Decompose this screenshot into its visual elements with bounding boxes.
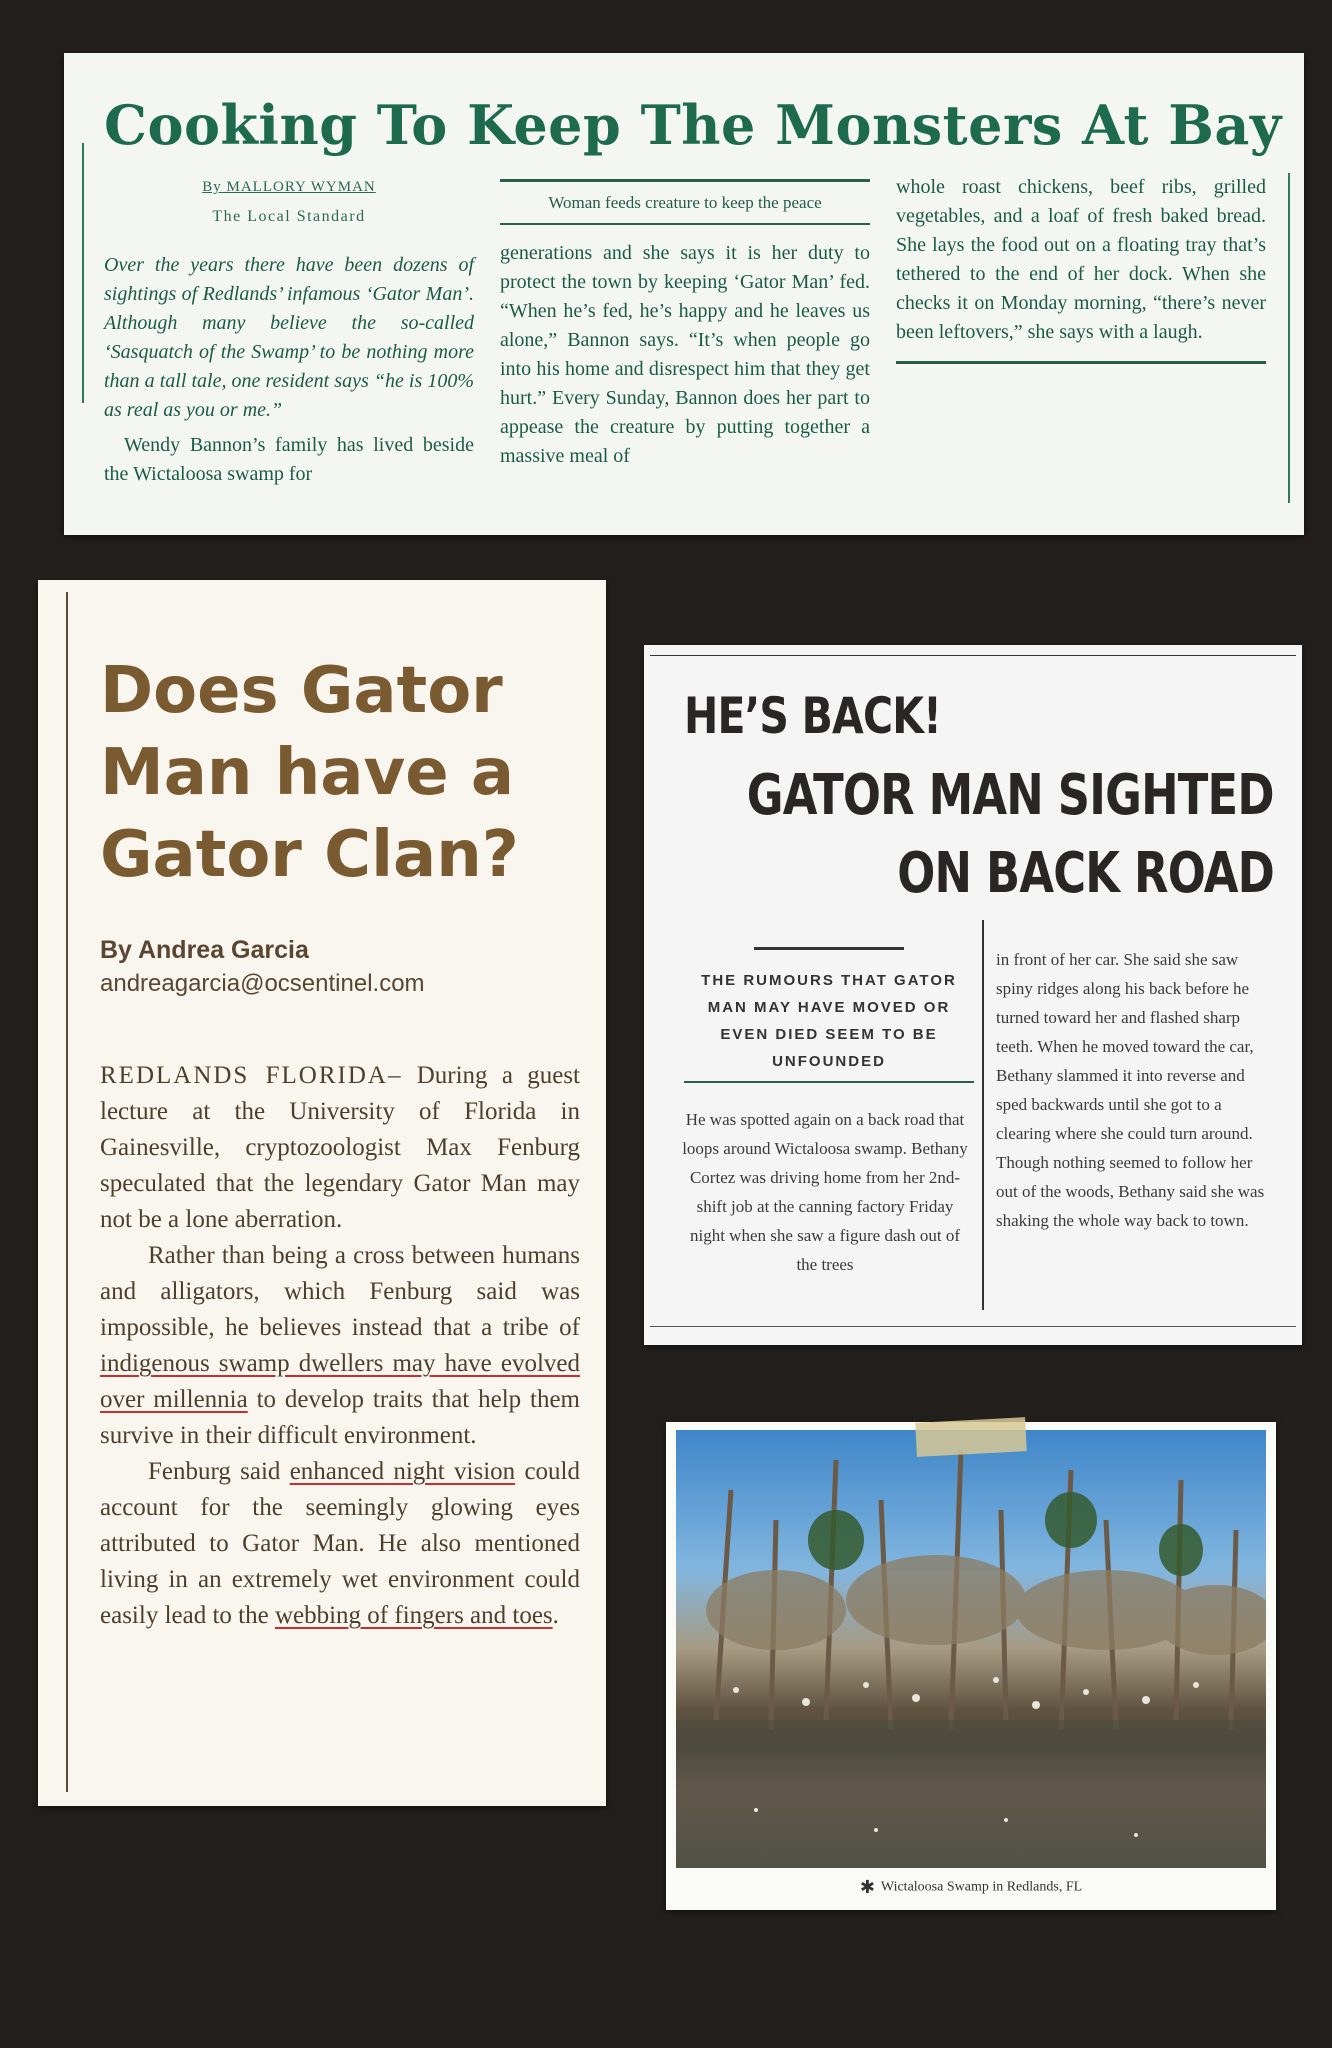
headline: Cooking To Keep The Monsters At Bay [104,93,1282,157]
border-line [650,1326,1296,1327]
swamp-photo [676,1430,1266,1868]
column-rule [982,920,984,1310]
article-column-2 [500,173,870,471]
dateline: REDLANDS FLORIDA– [100,1062,403,1089]
publication-name: The Local Standard [212,208,366,225]
divider [896,361,1266,364]
paragraph [100,1238,580,1454]
caption-text: Wictaloosa Swamp in Redlands, FL [880,1879,1083,1895]
divider [754,947,904,950]
paragraph-text: Rather than being a cross between humans and alligators, which Fenburg said was impossible, he believes instead that a tribe of [100,1242,580,1341]
paragraph-text: could account for the seemingly glowing eyes attributed to Gator Man. He also mentioned living in an extremely wet environment could easily lead to the [100,1458,580,1629]
tape-strip [915,1417,1027,1457]
headline-line-2: GATOR MAN SIGHTED [747,763,1274,828]
underlined-text: enhanced night vision [289,1458,516,1485]
paragraph-text: to develop traits that help them survive in their difficult environment. [100,1386,581,1449]
underlined-text: webbing of fingers and toes [274,1602,553,1629]
underlined-text: indigenous swamp dwellers may have evolved over millennia [100,1350,580,1413]
subheadline: THE RUMOURS THAT GATOR MAN MAY HAVE MOVED OR EVEN DIED SEEM TO BE UNFOUNDED [684,967,974,1083]
paragraph [100,1058,580,1238]
article-column-1: He was spotted again on a back road that loops around Wictaloosa swamp. Bethany Cortez was driving home from her 2nd-shift job at the canning factory Friday night when she saw a figure dash out of the trees [682,1110,968,1274]
paragraph [100,1454,580,1634]
headline-line-1: HE’S BACK! [684,687,942,745]
divider [500,179,870,182]
clipping-swamp-photo [666,1422,1276,1910]
byline: By Andrea Garcia [100,936,309,964]
author-email: andreagarcia@ocsentinel.com [100,970,425,997]
subheadline: Woman feeds creature to keep the peace [500,188,870,225]
paragraph: Wendy Bannon’s family has lived beside the Wictaloosa swamp for [104,434,474,485]
paragraph-text: During a guest lecture at the University of Florida in Gainesville, cryptozoologist Max Fenburg speculated that the legendary Gator Man may not be a lone aberration. [100,1062,580,1233]
margin-rule [66,592,68,1792]
headline: Does Gator Man have a Gator Clan? [100,654,519,892]
swamp-trees-illustration [676,1430,1266,1868]
column-rule [1288,173,1290,503]
paragraph: whole roast chickens, beef ribs, grilled vegetables, and a loaf of fresh baked bread. She lays the food out on a floating tray that’s tethered to the end of her dock. When she checks it on Monday morning, “there’s never been leftovers,” she says with a laugh. [896,176,1266,343]
article-column-2: in front of her car. She said she saw spiny ridges along his back before he turned toward her and flashed sharp teeth. When he moved toward the car, Bethany slammed it into reverse and sped backwards until she got to a clearing where she could turn around. Though nothing seemed to follow her out of the woods, Bethany said she was shaking the whole way back to town. [996,950,1265,1230]
byline: By MALLORY WYMAN [202,179,376,195]
asterisk-star-icon: ✱ [859,1877,875,1897]
paragraph-text: Fenburg said [148,1458,290,1485]
paragraph: generations and she says it is her duty to protect the town by keeping ‘Gator Man’ fed. “When he’s fed, he’s happy and he leaves us alone,” Bannon says. “It’s when people go into his home and disrespect him that they get hurt.” Every Sunday, Bannon does her part to appease the creature by putting together a massive meal of [500,242,870,467]
article-column-3 [896,173,1266,364]
article-column-1 [104,173,474,489]
clipping-monsters-at-bay [64,53,1304,535]
article-body [100,1058,580,1634]
border-line [650,655,1296,656]
headline-line-3: ON BACK ROAD [897,841,1274,906]
clipping-hes-back [644,645,1302,1345]
column-rule [82,143,84,403]
clipping-gator-clan [38,580,606,1806]
photo-caption [666,1877,1276,1898]
paragraph-text: . [552,1602,559,1629]
intro-text: Over the years there have been dozens of sightings of Redlands’ infamous ‘Gator Man’. Although many believe the so-called ‘Sasquatch of the Swamp’ to be nothing more than a tall tale, one resident says “he is 100% as real as you or me.” [104,254,474,421]
